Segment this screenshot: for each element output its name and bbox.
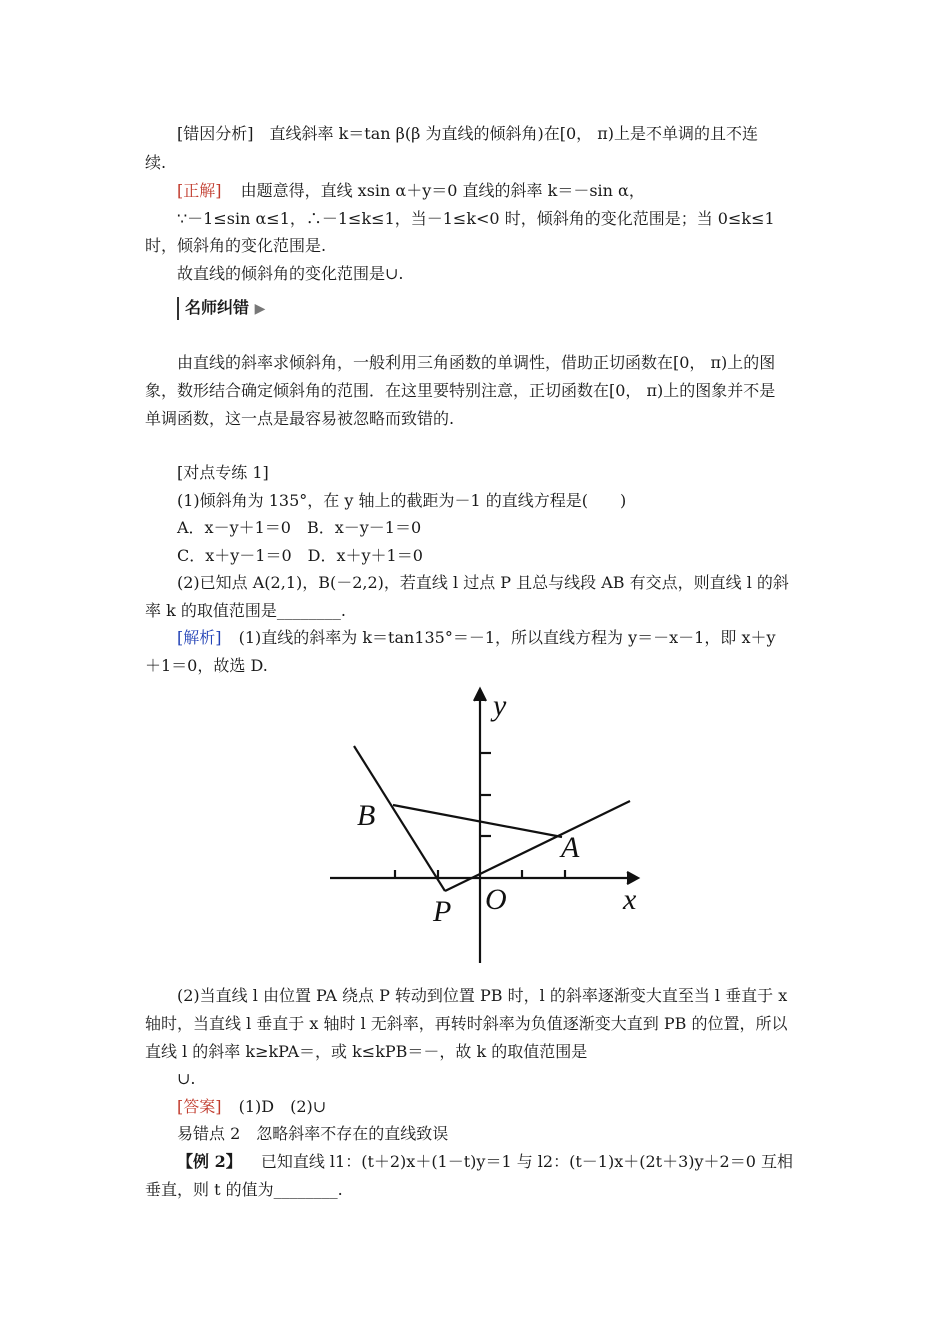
solution-line xyxy=(177,181,645,201)
exercise-q2-cont: 率 k 的取值范围是________. xyxy=(145,601,346,620)
label-a: A xyxy=(561,831,580,864)
solution-line-2: ∵－1≤sin α≤1，∴－1≤k≤1，当－1≤k<0 时，倾斜角的变化范围是；当 0≤k≤1 xyxy=(177,209,775,228)
coordinate-figure xyxy=(325,683,655,968)
solution-line-3: 时，倾斜角的变化范围是. xyxy=(145,236,327,255)
label-b: B xyxy=(357,799,376,832)
pitfall-title: 易错点 2 忽略斜率不存在的直线致误 xyxy=(177,1124,449,1143)
example-line xyxy=(177,1152,793,1172)
label-o: O xyxy=(485,883,507,916)
example-text: 已知直线 l1：(t＋2)x＋(1－t)y＝1 与 l2：(t－1)x＋(2t＋3)y＋2＝0 互相 xyxy=(260,1152,793,1171)
solution-text: 由题意得，直线 xsin α＋y＝0 直线的斜率 k＝－sin α， xyxy=(240,181,645,200)
analysis-line-6: ∪. xyxy=(177,1069,196,1088)
analysis-line xyxy=(177,628,776,648)
play-arrow-icon: ▶ xyxy=(254,301,266,317)
analysis-line-5: 直线 l 的斜率 k≥kPA＝，或 k≤kPB＝－，故 k 的取值范围是 xyxy=(145,1042,588,1061)
segment-ab xyxy=(393,805,562,837)
note-line-1: 由直线的斜率求倾斜角，一般利用三角函数的单调性，借助正切函数在[0， π)上的图 xyxy=(177,353,776,372)
exercise-q2: (2)已知点 A(2,1)，B(－2,2)，若直线 l 过点 P 且总与线段 AB 有交点，则直线 l 的斜 xyxy=(177,573,789,592)
exercise-title: [对点专练 1] xyxy=(177,463,269,482)
label-x: x xyxy=(623,883,637,916)
exercise-q1: (1)倾斜角为 135°，在 y 轴上的截距为－1 的直线方程是( ) xyxy=(177,491,627,510)
answer-tag: [答案] xyxy=(177,1097,222,1116)
exercise-options-ab: A．x－y＋1＝0 B．x－y－1＝0 xyxy=(177,518,422,537)
exercise-options-cd: C．x＋y－1＝0 D．x＋y＋1＝0 xyxy=(177,546,423,565)
answer-text: (1)D (2)∪ xyxy=(238,1097,327,1116)
analysis-line-2: ＋1＝0，故选 D. xyxy=(145,656,268,675)
section-heading-text: 名师纠错 xyxy=(185,298,250,317)
analysis-tag: [解析] xyxy=(177,628,222,647)
solution-tag: [正解] xyxy=(177,181,222,200)
solution-line-4: 故直线的倾斜角的变化范围是∪. xyxy=(177,264,404,283)
answer-line xyxy=(177,1097,326,1117)
error-analysis-line: [错因分析] 直线斜率 k＝tan β(β 为直线的倾斜角)在[0， π)上是不单调的且不连 xyxy=(177,124,758,143)
example-tag: 【例 2】 xyxy=(177,1152,242,1171)
example-line-2: 垂直，则 t 的值为________. xyxy=(145,1180,343,1199)
analysis-line-3: (2)当直线 l 由位置 PA 绕点 P 转动到位置 PB 时，l 的斜率逐渐变大直至当 l 垂直于 x xyxy=(177,986,788,1005)
label-y: y xyxy=(493,689,507,722)
section-heading xyxy=(177,297,265,320)
analysis-line-4: 轴时，当直线 l 垂直于 x 轴时 l 无斜率，再转时斜率为负值逐渐变大直到 PB 的位置，所以 xyxy=(145,1014,788,1033)
label-p: P xyxy=(433,895,452,928)
note-line-3: 单调函数，这一点是最容易被忽略而致错的. xyxy=(145,409,455,428)
y-axis-arrow xyxy=(474,689,486,701)
error-analysis-cont: 续. xyxy=(145,153,167,172)
note-line-2: 象，数形结合确定倾斜角的范围．在这里要特别注意，正切函数在[0， π)上的图象并不是 xyxy=(145,381,776,400)
analysis-text: (1)直线的斜率为 k＝tan135°＝－1，所以直线方程为 y＝－x－1，即 x＋y xyxy=(238,628,776,647)
